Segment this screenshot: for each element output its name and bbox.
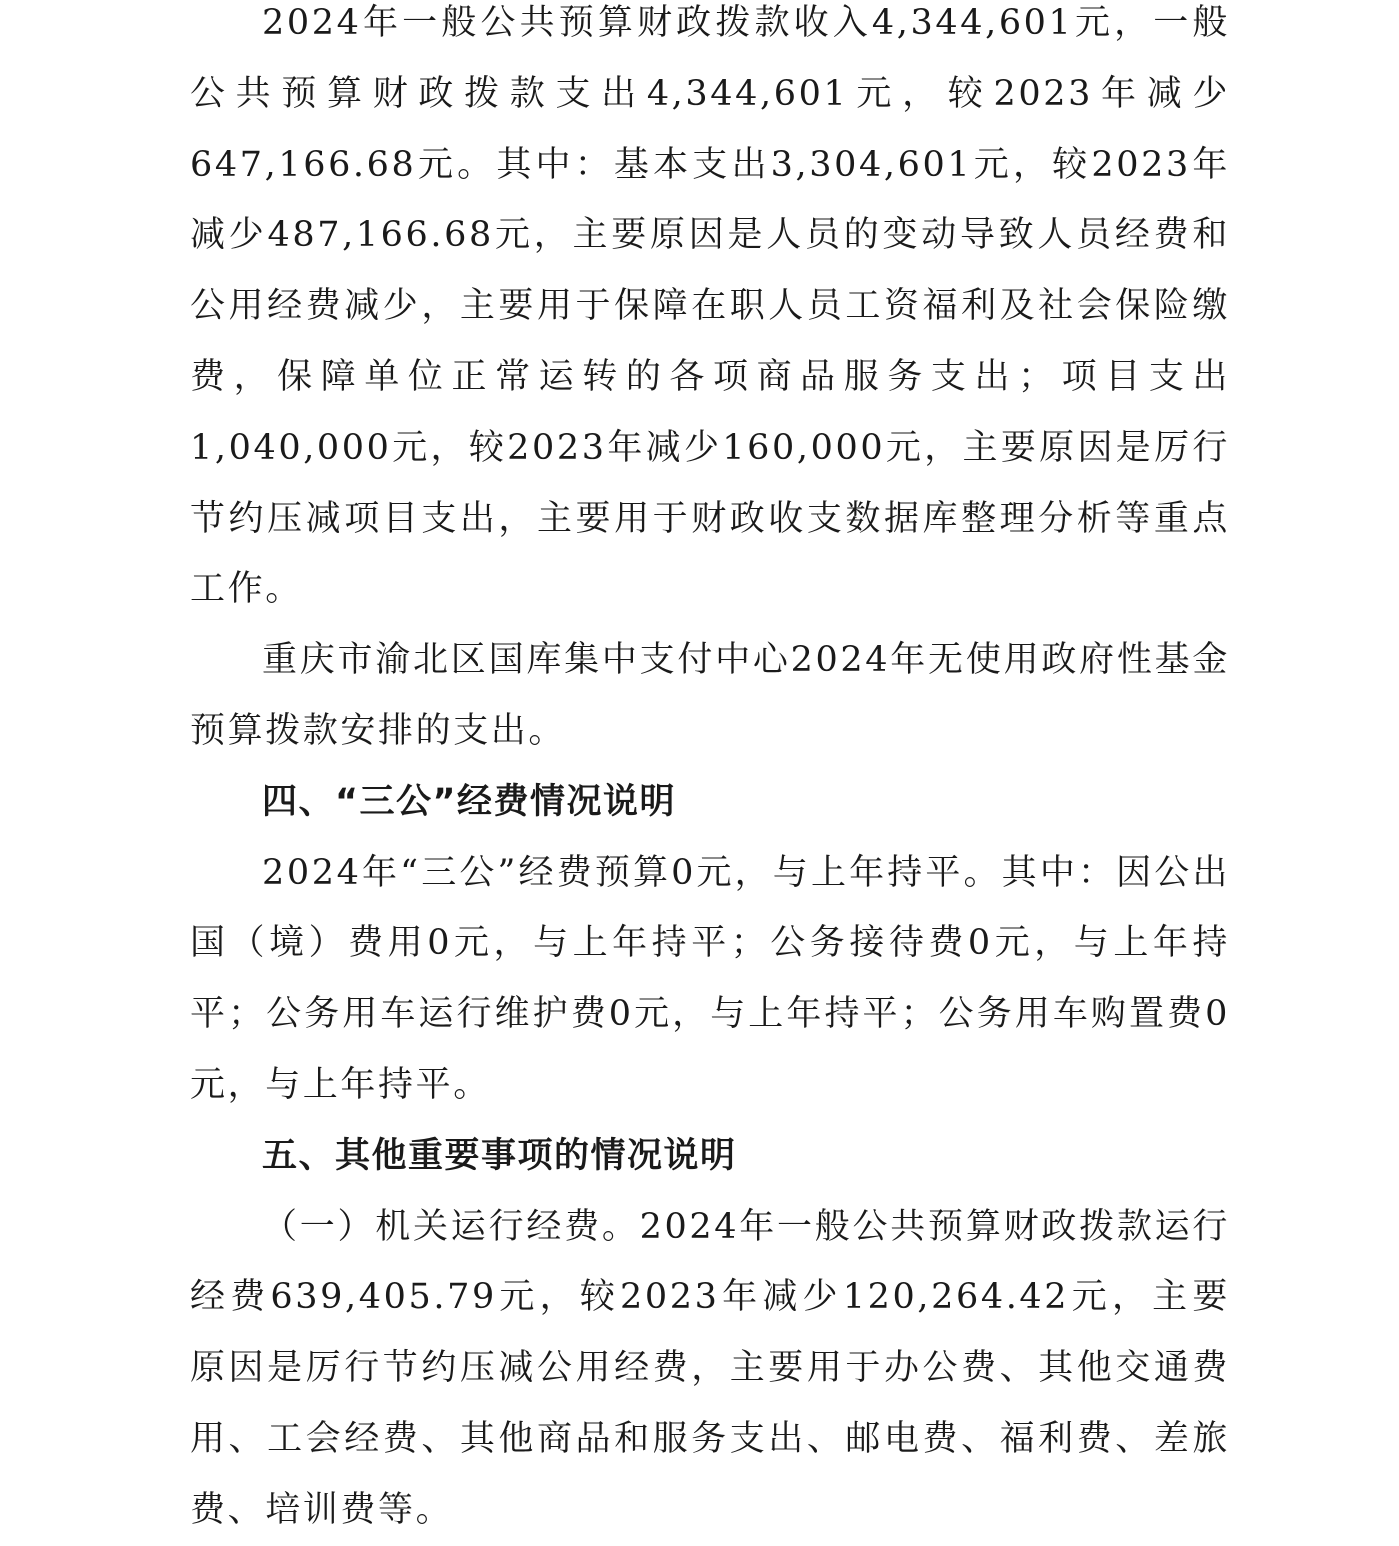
operating-expenses-paragraph: （一）机关运行经费。2024年一般公共预算财政拨款运行经费639,405.79元，较2023年减少120,264.42元，主要原因是厉行节约压减公用经费，主要用于办公费、其他交通费用、工会经费、其他商品和服务支出、邮电费、福利费、差旅费、培训费等。 (190, 1206, 1230, 1530)
three-public-expenses-paragraph: 2024年“三公”经费预算0元，与上年持平。其中：因公出国（境）费用0元，与上年持平；公务接待费0元，与上年持平；公务用车运行维护费0元，与上年持平；公务用车购置费0元，与上年持平。 (190, 852, 1230, 1105)
section-four-heading: 四、“三公”经费情况说明 (262, 781, 677, 822)
document-page (190, 0, 1230, 1546)
budget-allocation-paragraph: 2024年一般公共预算财政拨款收入4,344,601元，一般公共预算财政拨款支出4,344,601元，较2023年减少647,166.68元。其中：基本支出3,304,601元，较2023年减少487,166.68元，主要原因是人员的变动导致人员经费和公用经费减少，主要用于保障在职人员工资福利及社会保险缴费，保障单位正常运转的各项商品服务支出；项目支出1,040,000元，较2023年减少160,000元，主要原因是厉行节约压减项目支出，主要用于财政收支数据库整理分析等重点工作。 (190, 3, 1230, 610)
section-five-heading: 五、其他重要事项的情况说明 (262, 1135, 737, 1176)
government-fund-paragraph: 重庆市渝北区国库集中支付中心2024年无使用政府性基金预算拨款安排的支出。 (190, 640, 1230, 751)
